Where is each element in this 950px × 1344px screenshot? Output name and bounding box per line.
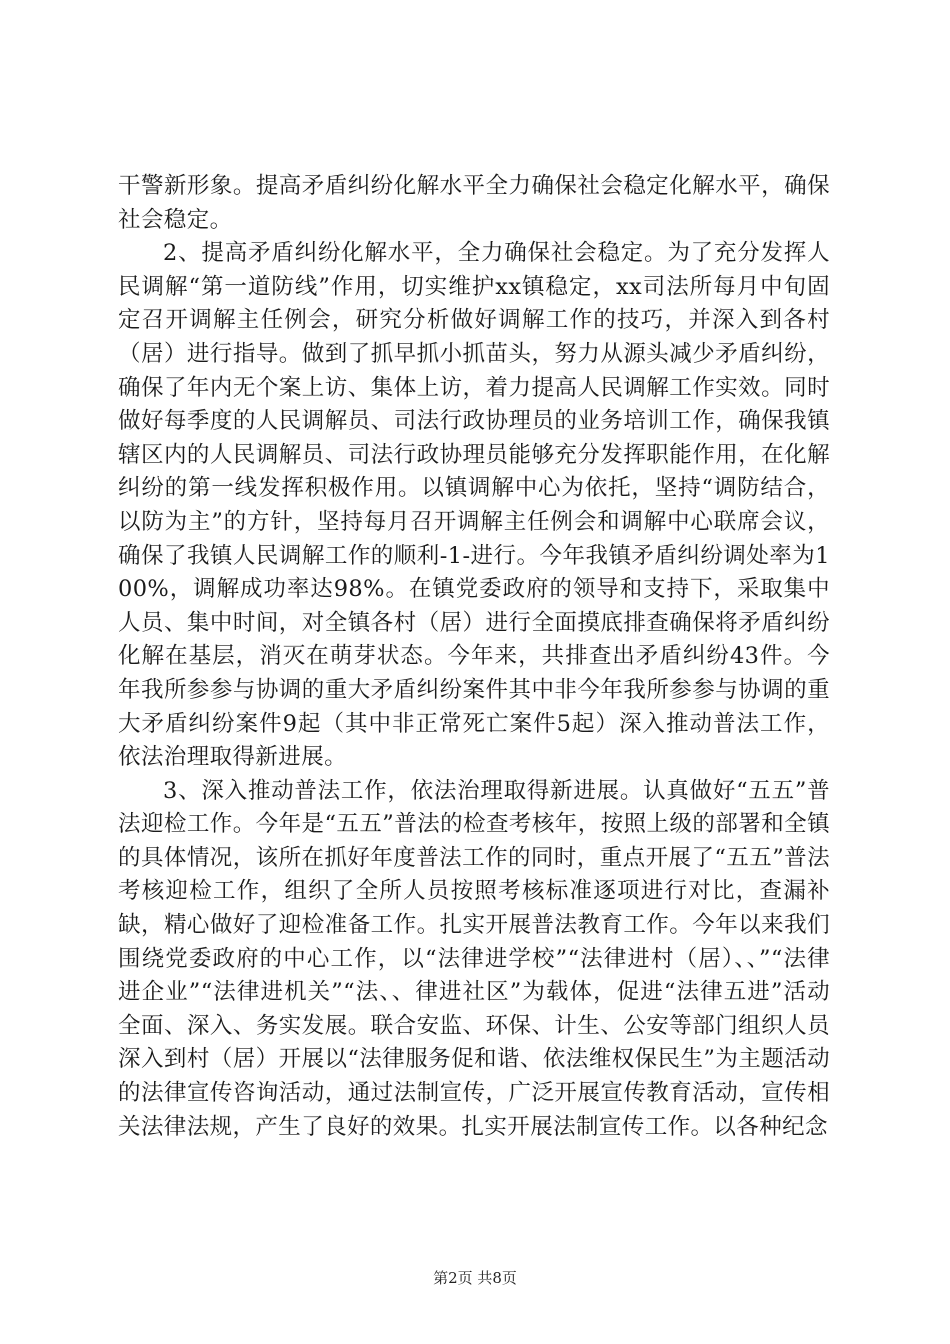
paragraph-1: 干警新形象。提高矛盾纠纷化解水平全力确保社会稳定化解水平，确保社会稳定。 [118,173,830,233]
paragraph-3: 3、深入推动普法工作，依法治理取得新进展。认真做好“五五”普法迎检工作。今年是“五五”普法的检查考核年，按照上级的部署和全镇的具体情况，该所在抓好年度普法工作的同时，重点开展了“五五”普法考核迎检工作，组织了全所人员按照考核标准逐项进行对比，查漏补缺，精心做好了迎检准备工作。扎实开展普法教育工作。今年以来我们围绕党委政府的中心工作，以“法律进学校”“法律进村（居）、、”“法律进企业”“法律进机关”“法、、律进社区”为载体，促进“法律五进”活动全面、深入、务实发展。联合安监、环保、计生、公安等部门组织人员深入到村（居）开展以“法律服务促和谐、依法维权保民生”为主题活动的法律宣传咨询活动，通过法制宣传，广泛开展宣传教育活动，宣传相关法律法规，产生了良好的效果。扎实开展法制宣传工作。以各种纪念 [118,777,830,1140]
page-number-label: 第2页 共8页 [433,1269,517,1287]
paragraph-2: 2、提高矛盾纠纷化解水平，全力确保社会稳定。为了充分发挥人民调解“第一道防线”作用，切实维护xx镇稳定，xx司法所每月中旬固定召开调解主任例会，研究分析做好调解工作的技巧，并深入到各村（居）进行指导。做到了抓早抓小抓苗头，努力从源头减少矛盾纠纷，确保了年内无个案上访、集体上访，着力提高人民调解工作实效。同时做好每季度的人民调解员、司法行政协理员的业务培训工作，确保我镇辖区内的人民调解员、司法行政协理员能够充分发挥职能作用，在化解纠纷的第一线发挥积极作用。以镇调解中心为依托，坚持“调防结合，以防为主”的方针，坚持每月召开调解主任例会和调解中心联席会议，确保了我镇人民调解工作的顺利-1-进行。今年我镇矛盾纠纷调处率为100%，调解成功率达98%。在镇党委政府的领导和支持下，采取集中人员、集中时间，对全镇各村（居）进行全面摸底排查确保将矛盾纠纷化解在基层，消灭在萌芽状态。今年来，共排查出矛盾纠纷43件。今年我所参参与协调的重大矛盾纠纷案件其中非今年我所参参与协调的重大矛盾纠纷案件9起（其中非正常死亡案件5起）深入推动普法工作，依法治理取得新进展。 [118,240,830,771]
page-number-footer [0,1268,950,1288]
document-body [118,170,830,1144]
